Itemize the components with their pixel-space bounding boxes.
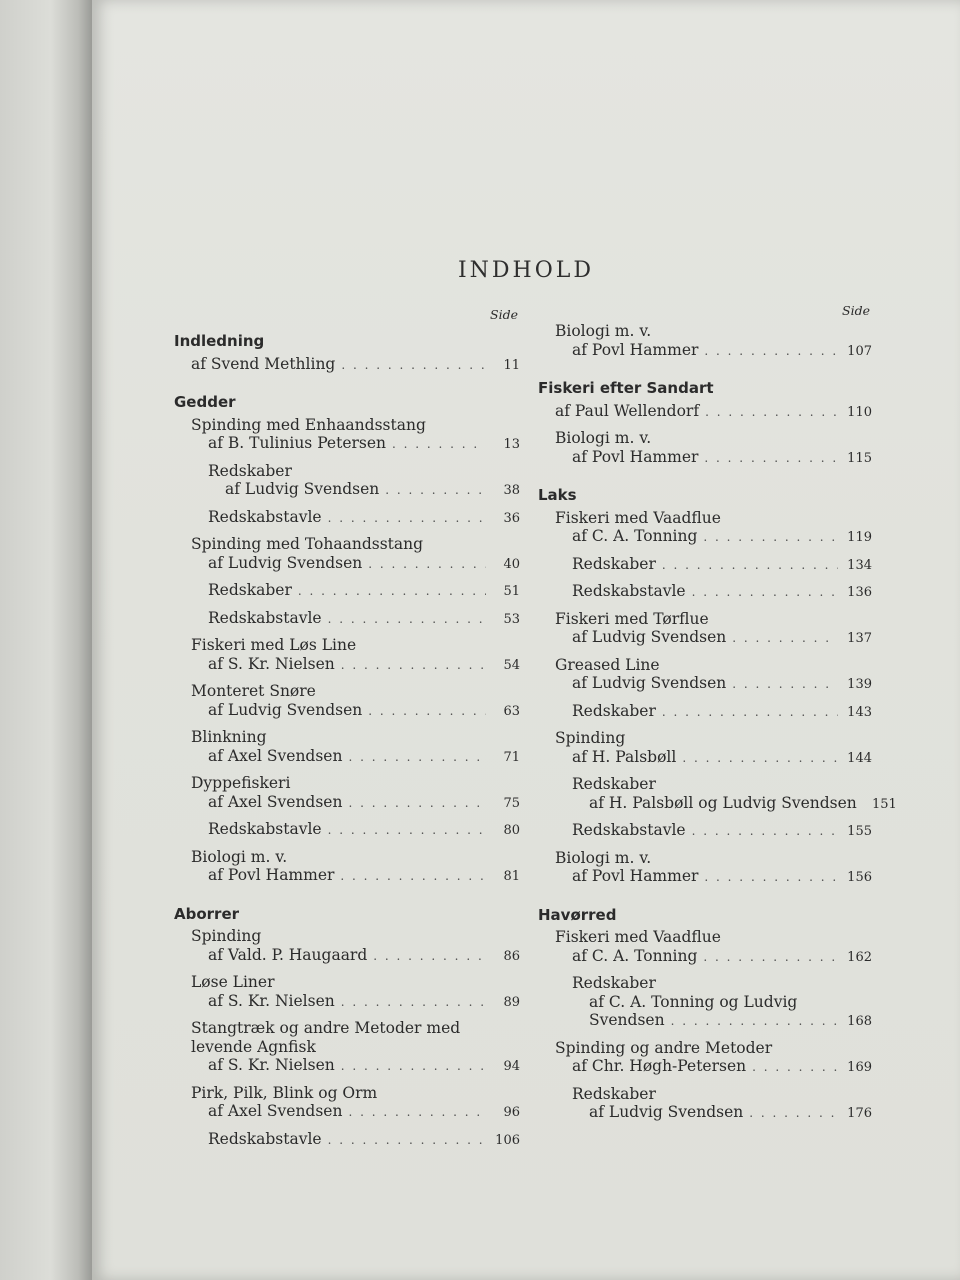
page-number: 107 [847, 343, 872, 359]
entry-text: Redskabstavle [208, 608, 322, 627]
page-number: 144 [847, 750, 872, 766]
entry-last-line [191, 866, 520, 887]
toc-entry [538, 775, 897, 814]
page-number: 38 [503, 483, 520, 498]
entry-last-line [208, 609, 520, 630]
entry-text: af Povl Hammer [572, 447, 699, 466]
page-number: 94 [503, 1059, 520, 1074]
entry-text: af Ludvig Svendsen [572, 628, 727, 646]
entry-title-line: Stangtræk og andre Metoder med [191, 1019, 461, 1037]
page-number: 168 [847, 1014, 872, 1029]
entry-last-line [191, 747, 520, 768]
toc-entry [538, 402, 872, 423]
page-number: 176 [847, 1106, 872, 1121]
dot-leader [703, 528, 838, 547]
dot-leader [662, 703, 838, 722]
page-number: 11 [503, 357, 520, 373]
side-column-label: Side [490, 307, 518, 322]
page-number: 36 [503, 510, 520, 526]
page-number: 81 [503, 869, 520, 884]
page-title: INDHOLD [457, 258, 595, 283]
entry-last-line [191, 1056, 520, 1077]
entry-text: af Ludvig Svendsen [225, 480, 380, 498]
dot-leader [705, 403, 838, 422]
dot-leader [341, 656, 486, 675]
entry-text: af H. Palsbøll og Ludvig Svendsen [589, 793, 857, 812]
section-heading: Fiskeri efter Sandart [538, 379, 714, 397]
entry-text: Redskabstavle [208, 507, 322, 526]
toc-entry [174, 927, 520, 966]
page-number: 53 [503, 611, 520, 627]
entry-text: Redskabstavle [208, 820, 322, 838]
page-number: 151 [871, 796, 897, 812]
page-number: 63 [503, 703, 520, 719]
section-heading: Laks [538, 486, 577, 504]
dot-leader [752, 1058, 838, 1077]
entry-text: af C. A. Tonning [572, 527, 698, 545]
toc-entry [174, 973, 520, 1012]
toc-entry [174, 820, 520, 841]
toc-entry [174, 462, 520, 501]
dot-leader [692, 822, 838, 841]
entry-last-line [572, 702, 872, 723]
entry-last-line [208, 1130, 520, 1151]
page-number: 96 [503, 1105, 520, 1120]
entry-text: af B. Tulinius Petersen [208, 434, 387, 452]
toc-entry [174, 355, 520, 376]
dot-leader [692, 583, 838, 602]
dot-leader [348, 748, 486, 767]
section-heading: Aborrer [174, 904, 240, 923]
entry-text: af Vald. P. Haugaard [208, 945, 368, 964]
entry-text: af C. A. Tonning [572, 946, 698, 965]
dot-leader [662, 556, 838, 575]
entry-last-line [208, 581, 520, 602]
toc-entry [174, 581, 520, 602]
entry-title-line: Redskaber [572, 974, 656, 992]
page-number: 156 [847, 870, 872, 885]
section-heading: Havørred [538, 905, 617, 924]
entry-text: af Povl Hammer [572, 867, 699, 885]
entry-text: Redskabstavle [572, 821, 686, 839]
entry-title-line: levende Agnfisk [191, 1037, 316, 1056]
toc-entry [174, 774, 520, 813]
entry-text: af Povl Hammer [208, 866, 335, 884]
dot-leader [368, 702, 486, 721]
entry-last-line [555, 628, 872, 649]
toc-entry [174, 508, 520, 529]
page-number: 134 [847, 557, 872, 573]
entry-text: af Chr. Høgh-Petersen [572, 1057, 747, 1075]
toc-entry [174, 1019, 520, 1077]
dot-leader [348, 1103, 486, 1122]
entry-text: af Axel Svendsen [208, 1102, 343, 1120]
dot-leader [328, 509, 486, 528]
entry-last-line [555, 402, 872, 423]
dot-leader [368, 555, 486, 574]
dot-leader [328, 1131, 486, 1150]
toc-entry [174, 848, 520, 887]
dot-leader [704, 342, 838, 361]
toc-entry [174, 728, 520, 767]
page-number: 71 [503, 749, 520, 765]
toc-entry [538, 509, 872, 548]
entry-title-line: Pirk, Pilk, Blink og Orm [191, 1083, 378, 1102]
page-number: 110 [847, 404, 872, 420]
entry-title-line: Spinding [555, 729, 626, 747]
entry-last-line [208, 508, 520, 529]
book-page [92, 0, 960, 1280]
entry-last-line [555, 527, 872, 548]
entry-text: Redskabstavle [208, 1129, 322, 1148]
toc-entry [174, 416, 520, 455]
entry-title-line: Spinding [191, 927, 262, 945]
toc-column-left [174, 306, 520, 1157]
entry-title-line: Spinding og andre Metoder [555, 1038, 773, 1057]
entry-last-line [572, 1103, 872, 1124]
entry-text: af Ludvig Svendsen [572, 674, 727, 692]
entry-text: Redskaber [572, 701, 656, 720]
entry-title-line: Blinkning [191, 728, 267, 746]
toc-entry [538, 702, 872, 723]
page-number: 13 [503, 437, 520, 452]
entry-text: af Paul Wellendorf [555, 401, 700, 420]
entry-last-line [208, 480, 520, 501]
entry-text: af H. Palsbøll [572, 747, 677, 766]
dot-leader [373, 947, 486, 966]
entry-title-line: Dyppefiskeri [191, 774, 291, 792]
toc-entry [538, 429, 872, 468]
toc-entry [538, 1085, 872, 1124]
entry-last-line [572, 793, 897, 815]
toc-entry [538, 555, 872, 576]
dot-leader [732, 675, 838, 694]
entry-last-line [555, 448, 872, 469]
dot-leader [348, 794, 486, 813]
entry-last-line [555, 674, 872, 695]
entry-last-line [555, 867, 872, 888]
page-number: 106 [495, 1132, 520, 1148]
entry-last-line [572, 821, 872, 842]
toc-entry [174, 535, 520, 574]
toc-entry [174, 609, 520, 630]
entry-text: af S. Kr. Nielsen [208, 1056, 335, 1074]
entry-last-line [191, 701, 520, 722]
page-number: 54 [503, 657, 520, 673]
page-number: 143 [847, 704, 872, 720]
entry-last-line [191, 554, 520, 575]
dot-leader [341, 1057, 486, 1076]
entry-last-line [208, 820, 520, 841]
entry-last-line [572, 555, 872, 576]
toc-entry [538, 322, 872, 361]
entry-last-line [572, 582, 872, 603]
page-number: 136 [847, 585, 872, 600]
dot-leader [341, 993, 486, 1012]
dot-leader [671, 1012, 838, 1031]
page-number: 155 [847, 824, 872, 839]
entry-text: af Povl Hammer [572, 340, 699, 359]
entry-last-line [191, 992, 520, 1013]
entry-title-line: Fiskeri med Løs Line [191, 636, 357, 654]
toc-entry [538, 729, 872, 768]
toc-entry [538, 582, 872, 603]
page-number: 86 [503, 948, 520, 964]
entry-title-line: Redskaber [572, 775, 656, 793]
entry-text: af Axel Svendsen [208, 746, 343, 765]
toc-entry [174, 636, 520, 675]
dot-leader [732, 629, 838, 648]
page-number: 80 [503, 823, 520, 838]
page-number: 137 [847, 631, 872, 646]
dot-leader [328, 821, 486, 840]
entry-title-line: Biologi m. v. [555, 429, 652, 447]
page-number: 115 [847, 450, 872, 466]
entry-text: Redskabstavle [572, 582, 686, 600]
entry-title-line: Monteret Snøre [191, 682, 316, 700]
entry-last-line [191, 793, 520, 814]
entry-title-line: Spinding med Enhaandsstang [191, 415, 426, 434]
entry-last-line [555, 341, 872, 362]
entry-last-line [191, 434, 520, 455]
dot-leader [298, 582, 486, 601]
entry-title-line: Fiskeri med Vaadflue [555, 508, 721, 527]
book-spine [0, 0, 92, 1280]
entry-title-line: Redskaber [572, 1084, 656, 1103]
toc-entry [538, 821, 872, 842]
toc-entry [174, 1130, 520, 1151]
page-number: 89 [503, 994, 520, 1010]
entry-last-line [191, 946, 520, 967]
dot-leader [328, 610, 486, 629]
dot-leader [385, 481, 486, 500]
dot-leader [704, 868, 838, 887]
dot-leader [341, 356, 486, 375]
toc-entry [538, 610, 872, 649]
entry-title-line: Biologi m. v. [191, 847, 288, 866]
entry-text: Redskaber [572, 554, 656, 573]
entry-last-line [191, 655, 520, 676]
toc-entry [174, 682, 520, 721]
entry-title-line: Redskaber [208, 461, 292, 480]
entry-text: af S. Kr. Nielsen [208, 991, 335, 1010]
entry-last-line [191, 355, 520, 376]
entry-title-line: Spinding med Tohaandsstang [191, 535, 424, 553]
entry-title-line: Fiskeri med Tørflue [555, 609, 709, 628]
entry-text: af Axel Svendsen [208, 792, 343, 811]
toc-entry [538, 974, 872, 1032]
toc-entry [538, 849, 872, 888]
dot-leader [703, 948, 838, 967]
dot-leader [749, 1104, 838, 1123]
entry-text: af Svend Methling [191, 354, 336, 373]
dot-leader [392, 435, 486, 454]
toc-entry [538, 928, 872, 967]
page-number: 139 [847, 677, 872, 692]
entry-title-line: Biologi m. v. [555, 322, 652, 340]
entry-last-line [572, 1011, 872, 1032]
entry-text: af Ludvig Svendsen [589, 1103, 744, 1121]
entry-title-line: Løse Liner [191, 973, 275, 991]
entry-last-line [555, 748, 872, 769]
entry-title-line: Biologi m. v. [555, 848, 652, 867]
section-heading: Indledning [174, 332, 265, 350]
entry-last-line [555, 947, 872, 968]
entry-text: af S. Kr. Nielsen [208, 654, 335, 673]
dot-leader [340, 867, 486, 886]
section-heading: Gedder [174, 393, 236, 411]
toc-entry [538, 656, 872, 695]
entry-last-line [555, 1057, 872, 1078]
toc-entry [538, 1039, 872, 1078]
entry-text: af Ludvig Svendsen [208, 553, 363, 572]
entry-title-line: Greased Line [555, 655, 660, 674]
entry-text: Svendsen [589, 1011, 665, 1029]
page-number: 169 [847, 1060, 872, 1075]
page-number: 75 [503, 795, 520, 811]
toc-column-right [538, 302, 897, 1131]
page-number: 40 [503, 556, 520, 572]
entry-title-line: Fiskeri med Vaadflue [555, 928, 721, 946]
entry-text: Redskaber [208, 581, 292, 599]
side-column-label: Side [842, 303, 870, 318]
entry-last-line [191, 1102, 520, 1123]
dot-leader [682, 749, 838, 768]
page-number: 119 [847, 530, 872, 545]
page-number: 162 [847, 949, 872, 965]
dot-leader [704, 449, 838, 468]
entry-text: af Ludvig Svendsen [208, 700, 363, 719]
entry-title-line: af C. A. Tonning og Ludvig [589, 992, 798, 1011]
toc-entry [174, 1084, 520, 1123]
page-number: 51 [503, 584, 520, 599]
